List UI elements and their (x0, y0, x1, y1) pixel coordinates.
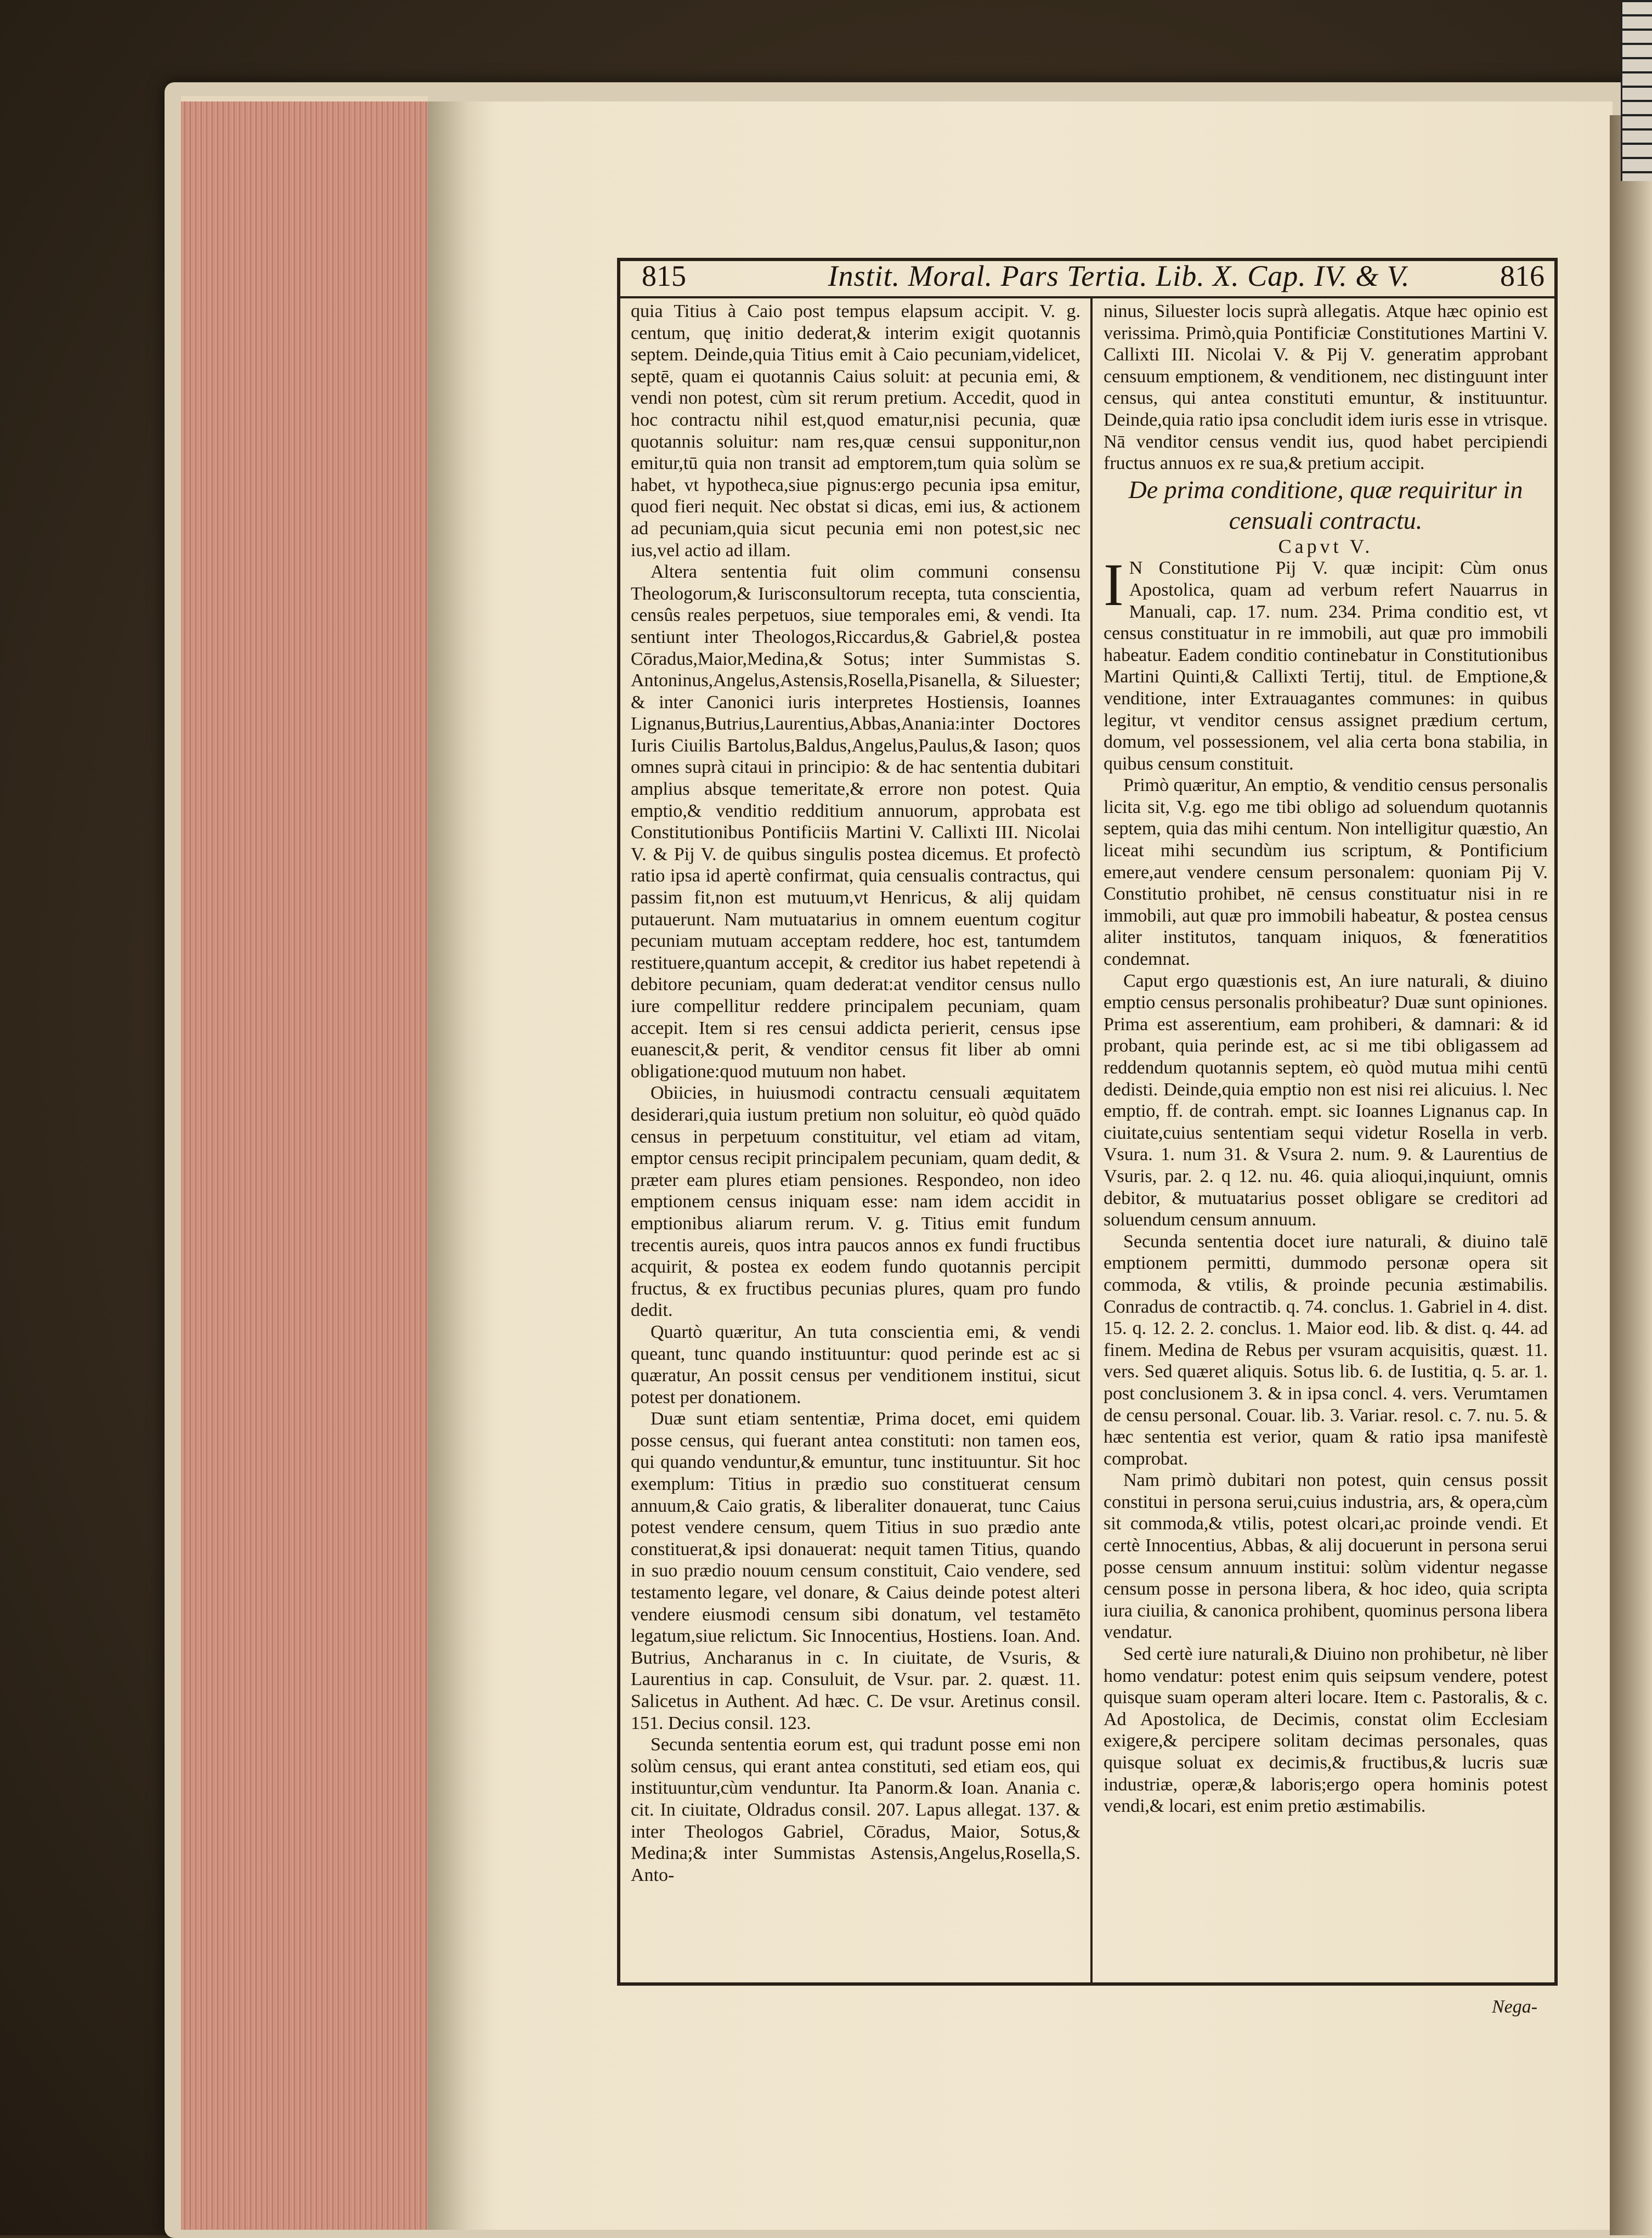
paragraph: Nam primò dubitari non potest, quin census possit constitui in persona serui,cuius industria, ars, & opera,cùm sit commoda,& vtilis, potest olcari,ac proinde vendi. Et certè Innocentius, Abbas, & alij docuerunt in persona serui posse censum annuum institui: solùm videntur negasse censum posse in persona libera, & hoc ideo, quia scripta iura ciuilia, & canonica prohibent, quominus persona libera vendatur. (1104, 1470, 1548, 1643)
paragraph-text: N Constitutione Pij V. quæ incipit: Cùm onus Apostolica, quam ad verbum refert Nauarrus in Manuali, cap. 17. num. 234. Prima conditio est, vt census constituatur in re immobili, aut quæ pro immobili habeatur. Eadem conditio continebatur in Constitutionibus Martini Quinti,& Callixti Tertij, titul. de Emptione,& venditione, inter Extrauagantes communes: in quibus legitur, vt venditor census assignet prædium certum, domum, vel possessionem, vel alia certa bona stabilia, in quibus censum constituit. (1104, 558, 1548, 774)
paragraph: Duæ sunt etiam sententiæ, Prima docet, emi quidem posse census, qui fuerant antea constituti: non tamen eos, qui quando venduntur,& emuntur, tunc instituuntur. Sit hoc exemplum: Titius in prædio suo constituerat censum annuum,& Caio gratis, & liberaliter donauerat, tunc Caius potest vendere censum, quem Titius in suo prædio ante constituerat,& ipsi donauerat: nequit tamen Titius, quando in suo prædio nouum censum constituit, Caio vendere, sed testamento legare, vel donare, & Caius deinde potest alteri vendere eiusmodi censum sibi donatum, vel testamēto legatum,siue relictum. Sic Innocentius, Hostiens. Ioan. And. Butrius, Ancharanus in c. In ciuitate, de Vsuris, & Laurentius in cap. Consuluit, de Vsur. par. 2. quæst. 11. Salicetus in Authent. Ad hæc. C. De vsur. Aretinus consil. 151. Decius consil. 123. (631, 1409, 1080, 1733)
spine-gutter (428, 101, 494, 2230)
paragraph: Obiicies, in huiusmodi contractu censuali æquitatem desiderari,quia iustum pretium non soluitur, eò quòd quādo census in perpetuum constituitur, vel etiam ad vitam, emptor census recipit principalem pecuniam, quam dedit, & præter eam plures etiam pensiones. Respondeo, non ideo emptionem census iniquam esse: nam idem accidit in emptionibus aliarum rerum. V. g. Titius emit fundum trecentis aureis, quos intra paucos annos ex fundi fructibus acquirit, & postea ex eodem fundo quotannis percipit fructus, & ex fructibus pecunias plures, quam pro fundo dedit. (631, 1083, 1080, 1321)
paragraph (1104, 551, 1548, 775)
chapter-label: Capvt V. (1278, 535, 1373, 557)
right-column (1104, 301, 1548, 1817)
paragraph: quia Titius à Caio post tempus elapsum accipit. V. g. centum, quę initio dederat,& interim exigit quotannis septem. Deinde,quia Titius emit à Caio pecuniam,videlicet, septē, quam ei quotannis Caius soluit: at pecunia emi, & vendi non potest, cùm sit rerum pretium. Accedit, quod in hoc contractu nihil est,quod ematur,nisi pecunia, quæ quotannis soluitur: nam res,quæ censui supponitur,non emitur,tū quia non transit ad emptorem,tum quia solùm se habet, vt hypotheca,siue pignus:ergo pecunia ipsa emitur, quod fieri nequit. Nec obstat si dicas, emi ius, & actionem ad pecuniam,quia sicut pecunia emi non potest,sic nec ius,vel actio ad illam. (631, 301, 1080, 561)
page-number-right: 816 (1500, 259, 1544, 292)
paragraph: Secunda sententia eorum est, qui tradunt posse emi non solùm census, qui erant antea constituti, sed etiam eos, qui instituuntur,cùm venduntur. Ita Panorm.& Ioan. Anania c. cit. In ciuitate, Oldradus consil. 207. Lapus allegat. 137. & inter Theologos Gabriel, Cōradus, Maior, Sotus,& Medina;& inter Summistas Astensis,Angelus,Rosella,S. Anto- (631, 1734, 1080, 1885)
section-heading: De prima conditione, quæ requiritur in censuali contractu. (1128, 475, 1523, 534)
page-number-left: 815 (642, 259, 686, 292)
drop-cap: I (1104, 551, 1124, 619)
paragraph: Altera sententia fuit olim communi consensu Theologorum,& Iurisconsultorum recepta, tuta conscientia, censûs reales perpetuos, siue temporales emi, & vendi. Ita sentiunt inter Theologos,Riccardus,& Gabriel,& postea Cōradus,Maior,Medina,& Sotus; inter Summistas S. Antoninus,Angelus,Astensis,Rosella,Pisanella, & Siluester; & inter Canonici iuris interpretes Hostiensis, Ioannes Lignanus,Butrius,Laurentius,Abbas,Anania:inter Doctores Iuris Ciuilis Bartolus,Baldus,Angelus,Paulus,& Iason; quos omnes suprà citaui in principio: & de hac sententia dubitari amplius absque temeritate,& errore non potest. Quia emptio,& venditio redditium annuorum, approbata est Constitutionibus Pontificiis Martini V. Callixti III. Nicolai V. & Pij V. de quibus singulis postea dicemus. Et profectò ratio ipsa id apertè confirmat, quia censualis contractus, qui passim fit,non est mutuum,vt Henricus, & alij quidam putauerunt. Nam mutuatarius in omnem euentum cogitur pecuniam mutuam acceptam reddere, hoc est, tantumdem restituere,quantum accepit, & creditor ius habet repetendi à debitore pecuniam, quam dederat:at venditor census nullo iure compellitur reddere principalem pecuniam, quam accepit. Item si res censui addicta perierit, census ipse euanescit,& perit, & venditor census fit liber ab omni obligatione:quod mutuum non habet. (631, 562, 1080, 1082)
paragraph: ninus, Siluester locis suprà allegatis. Atque hæc opinio est verissima. Primò,quia Pontificiæ Constitutiones Martini V. Callixti III. Nicolai V. & Pij V. generatim approbant censuum emptionem, & venditionem, nec distinguunt inter census, qui antea constituti emuntur, & instituuntur. Deinde,quia ratio ipsa concludit idem iuris esse in vtrisque. Nā venditor census vendit ius, quod habet percipiendi fructus annuos ex re sua,& pretium accipit. (1104, 301, 1548, 474)
ruler-scale (1621, 0, 1652, 181)
column-rule (1090, 296, 1093, 1986)
paragraph: Primò quæritur, An emptio, & venditio census personalis licita sit, V.g. ego me tibi obligo ad soluendum quotannis septem, quia das mihi centum. Non intelligitur quæstio, An liceat mihi secundùm ius scriptum, & Pontificium emere,aut vendere censum personalem: quoniam Pij V. Constitutio prohibet, nē census constituatur nisi in re immobili, aut quæ pro immobili habeatur, & postea census aliter institutos, tanquam iniquos, & fœneratitios condemnat. (1104, 775, 1548, 970)
paragraph: Secunda sententia docet iure naturali, & diuino talē emptionem permitti, dummodo personæ opera sit commoda, & vtilis, & proinde pecunia æstimabilis. Conradus de contractib. q. 74. conclus. 1. Gabriel in 4. dist. 15. q. 12. 2. 2. conclus. 1. Maior eod. lib. & dist. q. 44. ad finem. Medina de Rebus per vsuram acquisitis, quæst. 11. vers. Sed quæret aliquis. Sotus lib. 6. de Iustitia, q. 5. ar. 1. post conclusionem 3. & in ipsa concl. 4. vers. Verumtamen de censu personal. Couar. lib. 3. Variar. resol. c. 7. nu. 5. & hæc sententia est verior, quam & ratio ipsa manifestè comprobat. (1104, 1231, 1548, 1469)
paragraph: Quartò quæritur, An tuta conscientia emi, & vendi queant, tunc quando instituuntur: quod perinde est ac si quæratur, An possit census per venditionem institui, sicut potest per donationem. (631, 1321, 1080, 1408)
paragraph: Caput ergo quæstionis est, An iure naturali, & diuino emptio census personalis prohibeatur? Duæ sunt opiniones. Prima est asserentium, eam prohiberi, & damnari: & id probant, quia perinde est, ac si me tibi obligassem ad reddendum quotannis septem, eò quòd mutua mihi centū dedisti. Deinde,quia emptio non est nisi rei alicuius. l. Nec emptio, ff. de contrah. empt. sic Ioannes Lignanus cap. In ciuitate,cuius sententiam sequi videtur Rosella in verb. Vsura. 1. num 31. & Vsura 2. num. 9. & Laurentius de Vsuris, par. 2. q 12. nu. 46. quia alioqui,inquiunt, omnis debitor, & mutuatarius posset obligare se creditori ad soluendum censum annuum. (1104, 970, 1548, 1230)
catchword: Nega- (1492, 1997, 1538, 2017)
page-edges (181, 101, 431, 2230)
paragraph: Sed certè iure naturali,& Diuino non prohibetur, nè liber homo vendatur: potest enim quis seipsum vendere, potest quisque suam operam alteri locare. Item c. Pastoralis, & c. Ad Apostolica, de Decimis, constat olim Ecclesiam exigere,& percipere solitam decimas personales, quas quisque soluat ex decimis,& fructibus,& lucris suæ industriæ, operæ,& laboris;ergo opera hominis potest vendi,& locari, est enim pretio æstimabilis. (1104, 1644, 1548, 1817)
left-column (631, 301, 1080, 1886)
adjacent-page-edge (1610, 115, 1652, 2235)
running-title: Instit. Moral. Pars Tertia. Lib. X. Cap. IV. & V. (828, 259, 1410, 292)
